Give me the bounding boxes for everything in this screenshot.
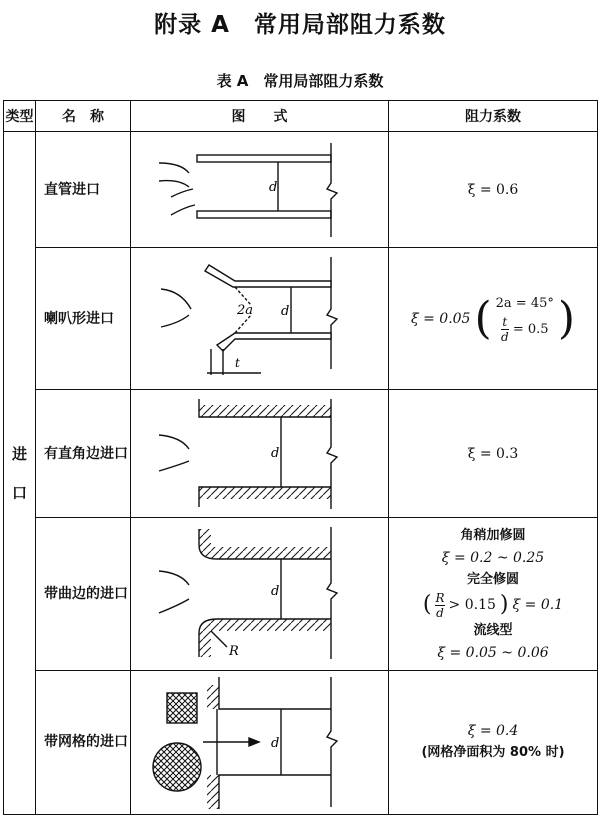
row-name: 带网格的进口 (36, 670, 131, 814)
coef-cell: ξ = 0.3 (389, 390, 598, 518)
coef-heading: 流线型 (473, 622, 513, 638)
category-char-1: 进 (11, 445, 27, 464)
radius-label: R (229, 644, 239, 660)
coef-note: (网格净面积为 80% 时) (421, 745, 565, 761)
coef-prefix: ξ = 0.05 (410, 310, 471, 327)
table-row (4, 390, 598, 518)
coef-value: ξ = 0.2 ~ 0.25 (441, 549, 545, 566)
ratio-value: = 0.5 (512, 322, 549, 338)
figure-sharp-inlet (131, 390, 389, 518)
angle-label: 2a (237, 302, 254, 318)
coef-value: ξ = 0.4 (467, 723, 519, 740)
table-row (4, 670, 598, 814)
row-name: 有直角边进口 (36, 390, 131, 518)
header-coefficient: 阻力系数 (389, 101, 598, 132)
diameter-label: d (271, 445, 280, 461)
table-row (4, 518, 598, 670)
ratio-condition: > 0.15 (448, 597, 496, 614)
coef-cell: ξ = 0.05 ( 2a = 45° $\frac{t}{d}$ = 0.5 ) (389, 248, 598, 390)
figure-screen-inlet (131, 670, 389, 814)
header-type: 类型 (4, 101, 36, 132)
table-caption: 表 A 常用局部阻力系数 (216, 72, 384, 90)
coef-heading: 角稍加修圆 (460, 527, 526, 543)
page-title: 附录 A 常用局部阻力系数 (154, 12, 446, 38)
coef-cell (389, 670, 598, 814)
figure-straight-inlet (131, 132, 389, 248)
frac-den: d (436, 605, 444, 620)
category-char-2: 口 (11, 484, 27, 503)
coef-cell: 角稍加修圆 ξ = 0.2 ~ 0.25 完全修圆 ( $\frac{R}{d}$ > 0.15 ) ξ = 0.1 流线型 ξ = 0.05 ~ 0.06 (389, 518, 598, 670)
diameter-label: d (269, 179, 278, 195)
figure-rounded-inlet (131, 518, 389, 670)
thickness-label: t (235, 355, 240, 370)
row-name: 带曲边的进口 (36, 518, 131, 670)
frac-num: R (435, 590, 445, 605)
angle-condition: 2a = 45° (495, 296, 554, 312)
coef-value: ξ = 0.1 (512, 597, 564, 614)
figure-bellmouth-inlet (131, 248, 389, 390)
diameter-label: d (281, 303, 290, 319)
table-header-row (4, 101, 598, 132)
row-name: 喇叭形进口 (36, 248, 131, 390)
frac-den: d (500, 330, 509, 345)
table-row (4, 132, 598, 248)
table-row (4, 248, 598, 390)
row-name: 直管进口 (36, 132, 131, 248)
diameter-label: d (271, 584, 280, 600)
header-figure: 图 式 (131, 101, 389, 132)
category-cell (4, 132, 36, 815)
header-name: 名 称 (36, 101, 131, 132)
coef-heading: 完全修圆 (466, 571, 519, 587)
frac-num: t (502, 315, 508, 330)
coef-cell: ξ = 0.6 (389, 132, 598, 248)
resistance-table (3, 100, 598, 815)
coef-value: ξ = 0.05 ~ 0.06 (437, 644, 549, 661)
diameter-label: d (271, 736, 280, 752)
